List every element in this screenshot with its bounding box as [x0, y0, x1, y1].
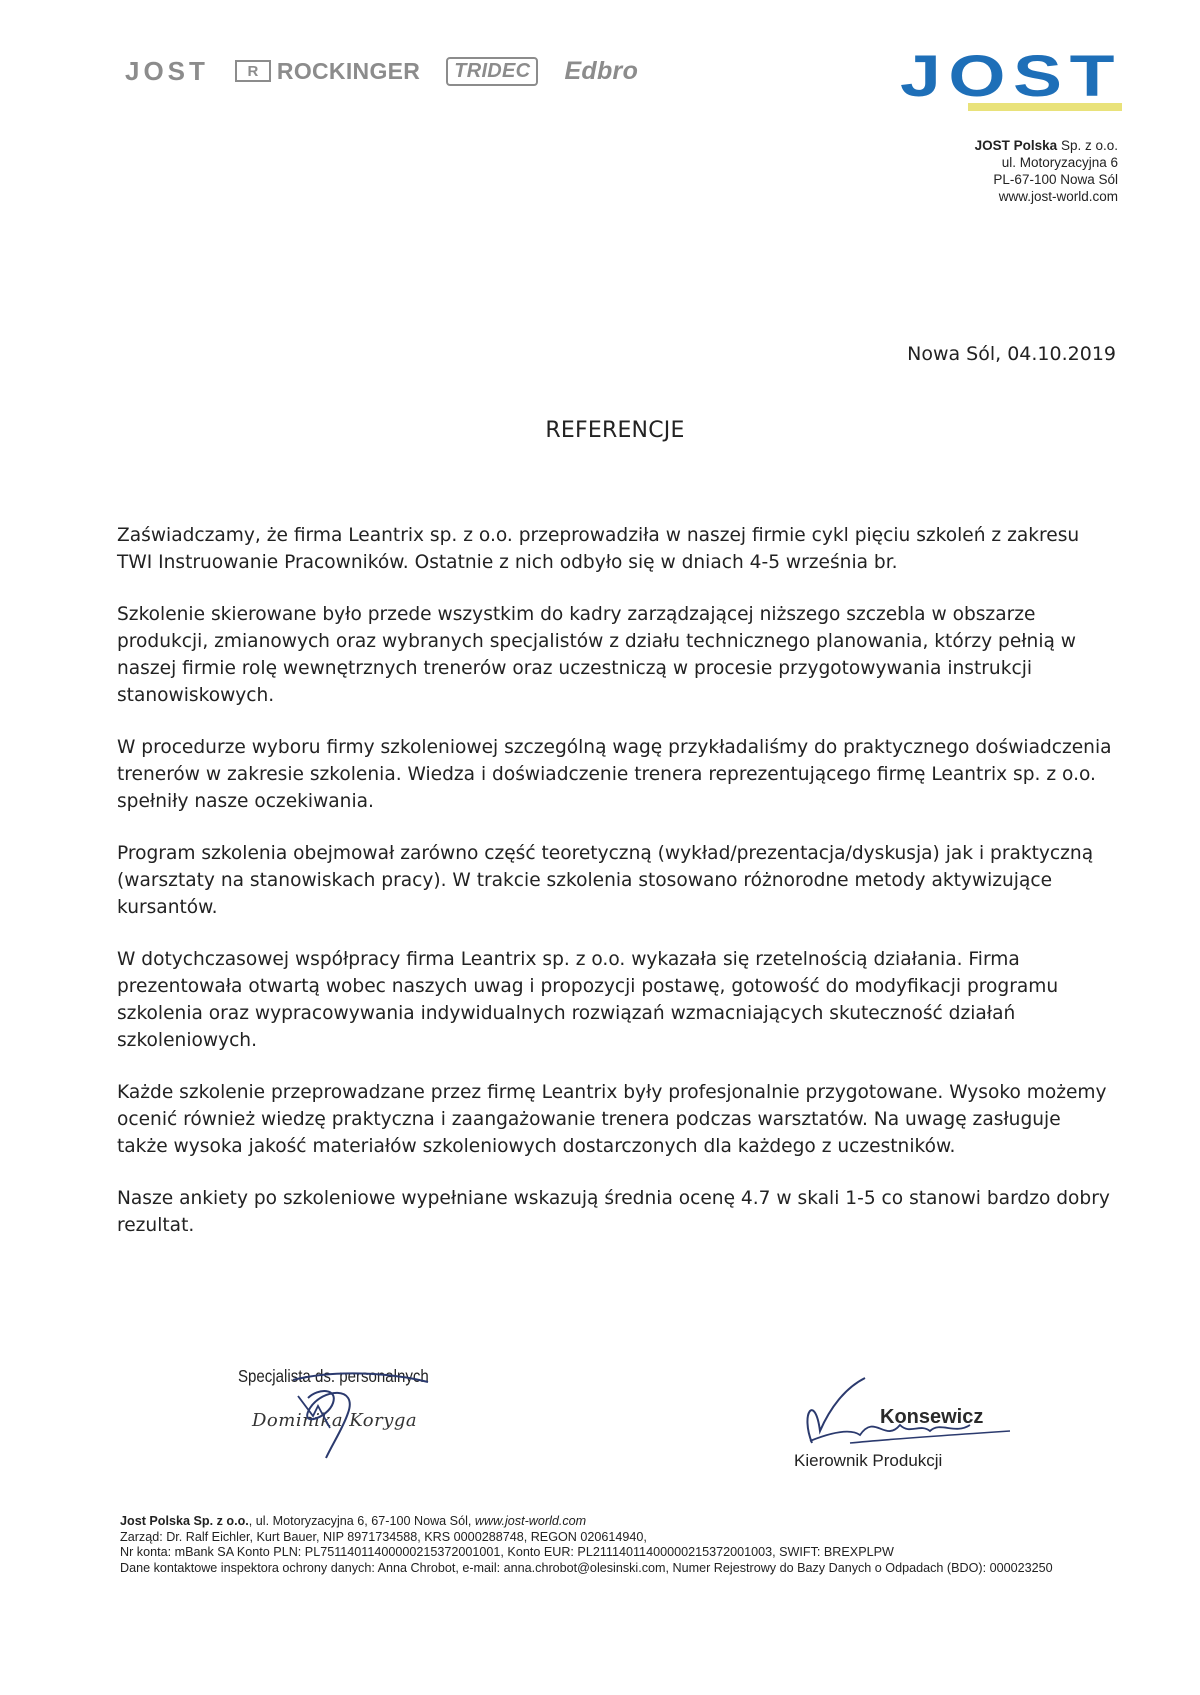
footer-privacy: Dane kontaktowe inspektora ochrony danych: Anna Chrobot, e-mail: anna.chrobot@olesinski.com, Numer Rejestrowy do Bazy Danych o Odpadach (BDO): 000023250 [120, 1560, 1053, 1575]
brand-tridec: TRIDEC [446, 57, 538, 86]
sender-address [975, 137, 1118, 205]
paragraph: W procedurze wyboru firmy szkoleniowej szczególną wagę przykładaliśmy do praktycznego doświadczenia trenerów w zakresie szkolenia. Wiedza i doświadczenie trenera reprezentującego firmę Leantrix sp. z o.o. spełniły nasze oczekiwania. [117, 737, 1112, 812]
brand-rockinger-text: ROCKINGER [276, 57, 421, 84]
sender-street: ul. Motoryzacyjna 6 [1001, 155, 1118, 170]
footer-company: Jost Polska Sp. z o.o. [120, 1514, 249, 1528]
paragraph: Program szkolenia obejmował zarówno część teoretyczną (wykład/prezentacja/dyskusja) jak i praktyczną (warsztaty na stanowiskach pracy). W trakcie szkolenia stosowano różnorodne metody aktywizujące kursantów. [117, 843, 1094, 918]
brand-strip [125, 54, 638, 88]
brand-rockinger [235, 58, 420, 85]
signature-left-name: Dominika Koryga [252, 1410, 418, 1431]
signature-left-role: Specjalista ds. personalnych [238, 1366, 429, 1386]
letter-body [117, 522, 1115, 1264]
letter-title: REFERENCJE [545, 418, 685, 443]
letter-footer [120, 1514, 1120, 1576]
footer-address: , ul. Motoryzacyjna 6, 67-100 Nowa Sól, [248, 1514, 472, 1528]
signature-right-role: Kierownik Produkcji [794, 1451, 943, 1470]
logo-text: JOST [900, 50, 1122, 109]
sender-company-line [975, 137, 1118, 154]
jost-logo [900, 50, 1125, 120]
letter-date: Nowa Sól, 04.10.2019 [907, 343, 1116, 365]
footer-board: Zarząd: Dr. Ralf Eichler, Kurt Bauer, NIP 8971734588, KRS 0000288748, REGON 020614940, [120, 1529, 647, 1544]
footer-bank: Nr konta: mBank SA Konto PLN: PL75114011400000215372001001, Konto EUR: PL21114011400000215372001003, SWIFT: BREXPLPW [120, 1545, 894, 1559]
paragraph: Zaświadczamy, że firma Leantrix sp. z o.o. przeprowadziła w naszej firmie cykl pięciu szkoleń z zakresu TWI Instruowanie Pracowników. Ostatnie z nich odbyło się w dniach 4-5 września br. [117, 525, 1080, 573]
signature-right [790, 1373, 1030, 1483]
signature-right-name: Konsewicz [880, 1406, 984, 1428]
paragraph: W dotychczasowej współpracy firma Leantrix sp. z o.o. wykazała się rzetelnością działania. Firma prezentowała otwartą wobec naszych uwag i propozycji postawę, gotowość do modyfikacji programu szkolenia oraz wypracowywania indywidualnych rozwiązań wzmacniających skuteczność działań szkoleniowych. [117, 949, 1059, 1051]
brand-jost: JOST [125, 55, 209, 86]
paragraph: Nasze ankiety po szkoleniowe wypełniane wskazują średnia ocenę 4.7 w skali 1-5 co stanowi bardzo dobry rezultat. [117, 1188, 1110, 1236]
paragraph: Szkolenie skierowane było przede wszystkim do kadry zarządzającej niższego szczebla w obszarze produkcji, zmianowych oraz wybranych specjalistów z działu technicznego planowania, którzy pełnią w naszej firmie rolę wewnętrznych trenerów oraz uczestniczą w procesie przygotowywania instrukcji stanowiskowych. [117, 604, 1077, 706]
sender-web: www.jost-world.com [998, 189, 1118, 204]
brand-edbro: Edbro [564, 56, 639, 85]
handwritten-signature-left [238, 1358, 498, 1478]
paragraph: Każde szkolenie przeprowadzane przez firmę Leantrix były profesjonalnie przygotowane. Wysoko możemy ocenić również wiedzę praktyczna i zaangażowanie trenera podczas warsztatów. Na uwagę zasługuje także wysoka jakość materiałów szkoleniowych dostarczonych dla każdego z uczestników. [117, 1082, 1107, 1157]
footer-web: www.jost-world.com [474, 1514, 587, 1528]
rockinger-mark: R [235, 60, 271, 82]
sender-city: PL-67-100 Nowa Sól [993, 172, 1118, 187]
signature-left [238, 1358, 498, 1478]
sender-company: JOST Polska [974, 138, 1058, 153]
sender-company-suffix: Sp. z o.o. [1060, 138, 1118, 153]
footer-line-company [120, 1514, 1120, 1530]
